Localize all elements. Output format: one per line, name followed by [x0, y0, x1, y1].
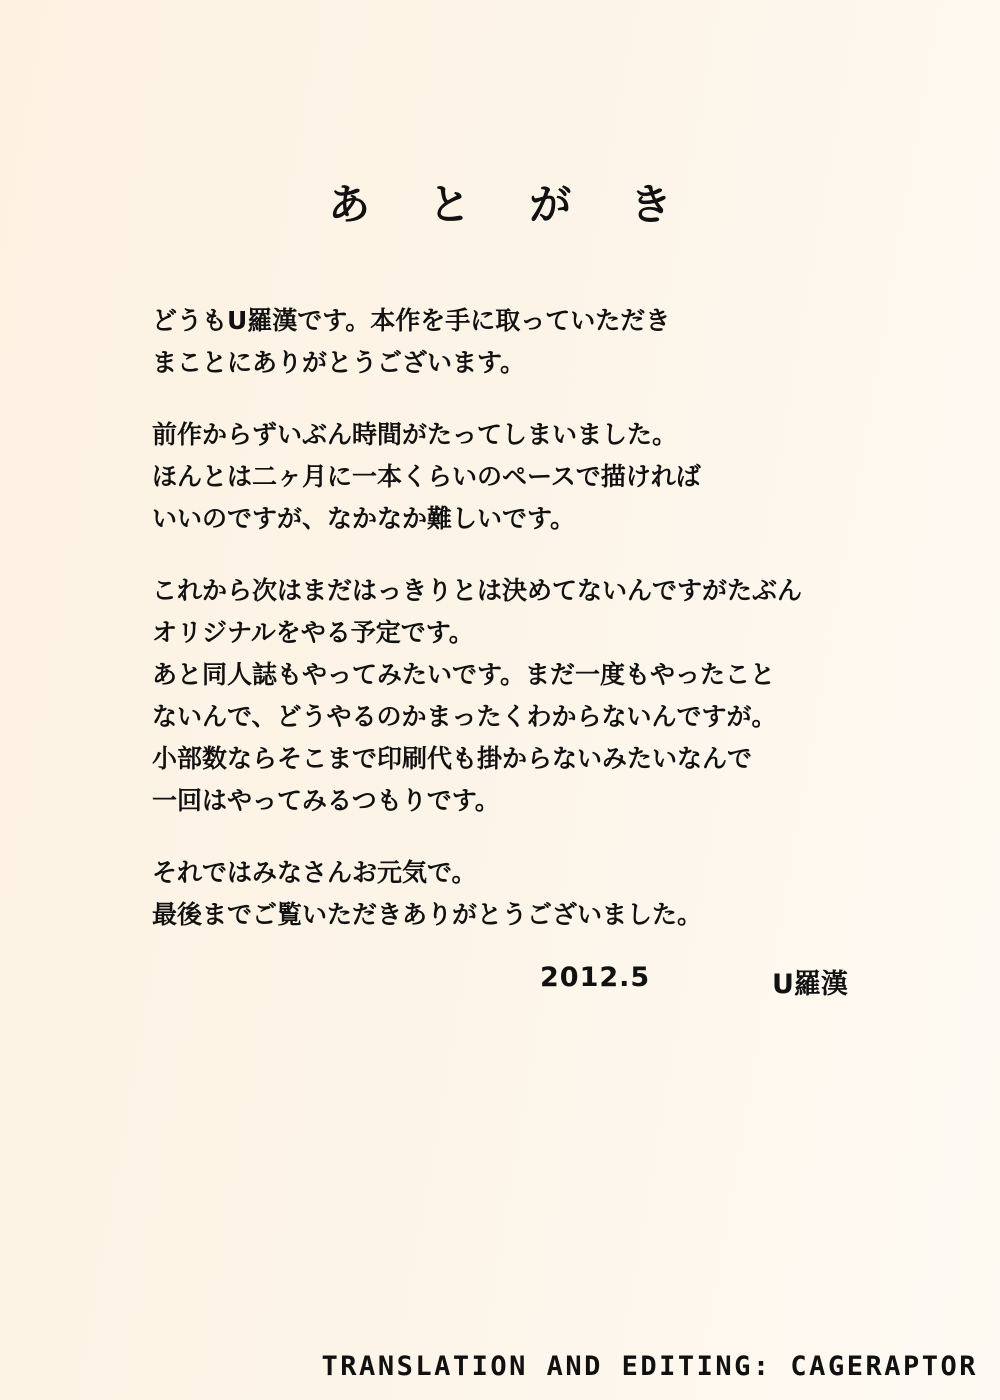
text-line: ほんとは二ヶ月に一本くらいのペースで描ければ [152, 462, 701, 491]
page-title: あ と が き [328, 180, 694, 229]
translation-credit: TRANSLATION AND EDITING: CAGERAPTOR [321, 1351, 978, 1382]
text-line: これから次はまだはっきりとは決めてないんですがたぶん [152, 576, 803, 605]
paragraph [152, 570, 912, 822]
afterword-body [152, 300, 912, 936]
text-line: 一回はやってみるつもりです。 [152, 786, 500, 815]
text-line: 小部数ならそこまで印刷代も掛からないみたいなんで [152, 744, 753, 773]
text-line: どうもU羅漢です。本作を手に取っていただき [152, 306, 671, 335]
signature-author: U羅漢 [772, 969, 848, 1000]
paragraph [152, 300, 912, 384]
text-line: いいのですが、なかなか難しいです。 [152, 504, 576, 533]
paragraph [152, 414, 912, 540]
paragraph [152, 852, 912, 936]
text-line: まことにありがとうございます。 [152, 348, 526, 377]
text-line: オリジナルをやる予定です。 [152, 618, 474, 647]
signature-date: 2012.5 [540, 962, 651, 993]
text-line: 最後までご覧いただきありがとうございました。 [152, 900, 703, 929]
text-line: あと同人誌もやってみたいです。まだ一度もやったこと [152, 660, 776, 689]
text-line: ないんで、どうやるのかまったくわからないんですが。 [152, 702, 777, 731]
text-line: それではみなさんお元気で。 [152, 858, 477, 887]
text-line: 前作からずいぶん時間がたってしまいました。 [152, 420, 678, 449]
signature-block [152, 962, 912, 1002]
